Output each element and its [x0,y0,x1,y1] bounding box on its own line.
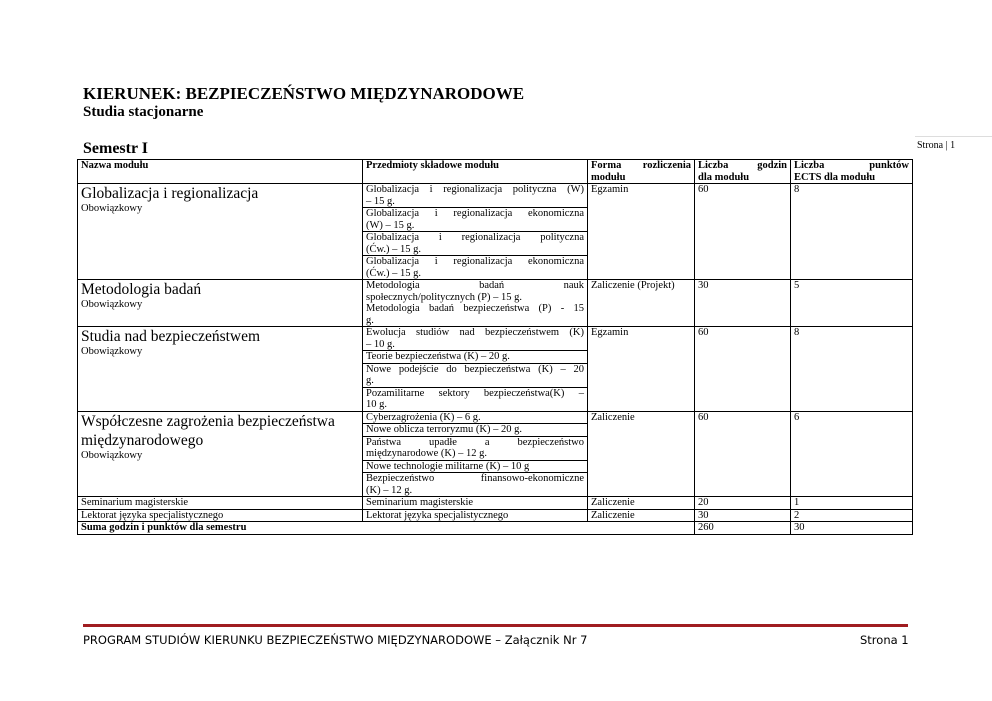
subject-line: (K) – 12 g. [366,484,413,496]
module-name-cell [78,327,363,412]
hours-cell: 60 [695,411,791,497]
sum-label: Suma godzin i punktów dla semestru [78,522,695,535]
module-status: Obowiązkowy [81,346,143,357]
curriculum-table [77,159,913,535]
table-sum-row [78,522,913,535]
subject-line: – 15 g. [366,195,395,207]
subject-cell [363,436,588,460]
footer-title: PROGRAM STUDIÓW KIERUNKU BEZPIECZEŃSTWO MIĘDZYNARODOWE – Załącznik Nr 7 [83,633,588,647]
module-status: Obowiązkowy [81,449,143,461]
table-header-row [78,160,913,184]
subject-line: Ewolucja studiów nad bezpieczeństwem (K) [366,327,584,338]
module-name-line2: międzynarodowego [81,431,204,449]
hours-cell: 30 [695,509,791,522]
subject-cell [363,256,588,280]
subject-line: Globalizacja i regionalizacja polityczna [366,232,584,243]
side-rule [915,136,992,137]
subject-cell [363,460,588,473]
sum-ects: 30 [791,522,913,535]
subject-line: Metodologia badań bezpieczeństwa (P) - 15 [366,303,584,314]
form-cell: Zaliczenie [588,509,695,522]
module-name-cell [78,184,363,280]
subject-line: g. [366,375,374,386]
subject-line: Globalizacja i regionalizacja polityczna (W) [366,184,584,195]
form-cell: Zaliczenie (Projekt) [588,280,695,327]
subject-cell: Seminarium magisterskie [363,497,588,510]
subject-line: Globalizacja i regionalizacja ekonomiczna [366,208,584,219]
module-name-cell: Lektorat języka specjalistycznego [78,509,363,522]
subject-line: (Ćw.) – 15 g. [366,267,422,279]
table-row [78,509,913,522]
ects-cell: 6 [791,411,913,497]
module-status: Obowiązkowy [81,299,143,310]
module-name-cell [78,411,363,497]
header-hours-line1: Liczba godzin [698,160,787,171]
subject-cell [363,184,588,208]
document-title: KIERUNEK: BEZPIECZEŃSTWO MIĘDZYNARODOWE [83,84,525,103]
subject-line: Metodologia badań nauk [366,280,584,291]
header-form-line2: modułu [591,171,626,183]
table-row [78,497,913,510]
footer-divider [83,624,908,627]
ects-cell: 5 [791,280,913,327]
module-name-line1: Współczesne zagrożenia bezpieczeństwa [81,412,335,430]
hours-cell: 60 [695,327,791,412]
subject-cell [363,473,588,497]
module-status: Obowiązkowy [81,203,143,214]
hours-cell: 30 [695,280,791,327]
module-name-cell: Seminarium magisterskie [78,497,363,510]
subject-line: Nowe podejście do bezpieczeństwa (K) – 20 [366,363,584,375]
hours-cell: 20 [695,497,791,510]
subject-cell [363,411,588,424]
header-ects-line1: Liczba punktów [794,160,909,171]
form-cell: Egzamin [588,327,695,412]
subject-line: Bezpieczeństwo finansowo-ekonomiczne [366,473,584,484]
ects-cell: 2 [791,509,913,522]
ects-cell: 8 [791,327,913,412]
subject-line: Globalizacja i regionalizacja ekonomiczna [366,256,584,267]
ects-cell: 1 [791,497,913,510]
module-name: Globalizacja i regionalizacja [81,185,259,202]
form-cell: Zaliczenie [588,497,695,510]
subject-cell [363,387,588,411]
subject-cell [363,351,588,364]
subject-line: Teorie bezpieczeństwa (K) – 20 g. [366,351,510,362]
form-cell: Zaliczenie [588,411,695,497]
subject-line: Pozamilitarne sektory bezpieczeństwa(K) – [366,387,584,399]
document-subtitle: Studia stacjonarne [83,104,204,120]
header-form-line1: Forma rozliczenia [591,160,691,171]
hours-cell: 60 [695,184,791,280]
module-name: Studia nad bezpieczeństwem [81,328,261,345]
subject-line: 10 g. [366,399,387,410]
header-ects-line2: ECTS dla modułu [794,171,876,183]
subject-line: – 10 g. [366,338,395,350]
subject-cell [363,327,588,351]
subject-cell: Lektorat języka specjalistycznego [363,509,588,522]
subject-line: Nowe technologie militarne (K) – 10 g [366,460,530,472]
subject-line: międzynarodowe (K) – 12 g. [366,448,488,459]
header-hours-line2: dla modułu [698,171,750,183]
subject-cell [363,232,588,256]
header-form [588,160,695,184]
table-row [78,184,913,208]
subject-line: g. [366,314,374,326]
form-cell: Egzamin [588,184,695,280]
sum-hours: 260 [695,522,791,535]
side-page-number: Strona | 1 [917,140,956,151]
subject-line: Nowe oblicza terroryzmu (K) – 20 g. [366,424,522,435]
table-row [78,411,913,424]
module-name-cell [78,280,363,327]
ects-cell: 8 [791,184,913,280]
header-ects [791,160,913,184]
footer-page-number: Strona 1 [860,633,909,647]
subject-line: Państwa upadłe a bezpieczeństwo [366,436,584,448]
subject-line: społecznych/politycznych (P) – 15 g. [366,291,523,303]
table-row [78,280,913,327]
subject-cell [363,208,588,232]
subject-cell [363,280,588,327]
subject-line: (W) – 15 g. [366,219,415,231]
subject-cell [363,424,588,437]
subject-line: (Ćw.) – 15 g. [366,243,422,255]
header-subjects: Przedmioty składowe modułu [363,160,588,184]
module-name: Metodologia badań [81,281,202,298]
subject-line: Cyberzagrożenia (K) – 6 g. [366,411,481,423]
subject-cell [363,363,588,387]
header-hours [695,160,791,184]
table-row [78,327,913,351]
header-module: Nazwa modułu [78,160,363,184]
semester-heading: Semestr I [83,140,149,157]
